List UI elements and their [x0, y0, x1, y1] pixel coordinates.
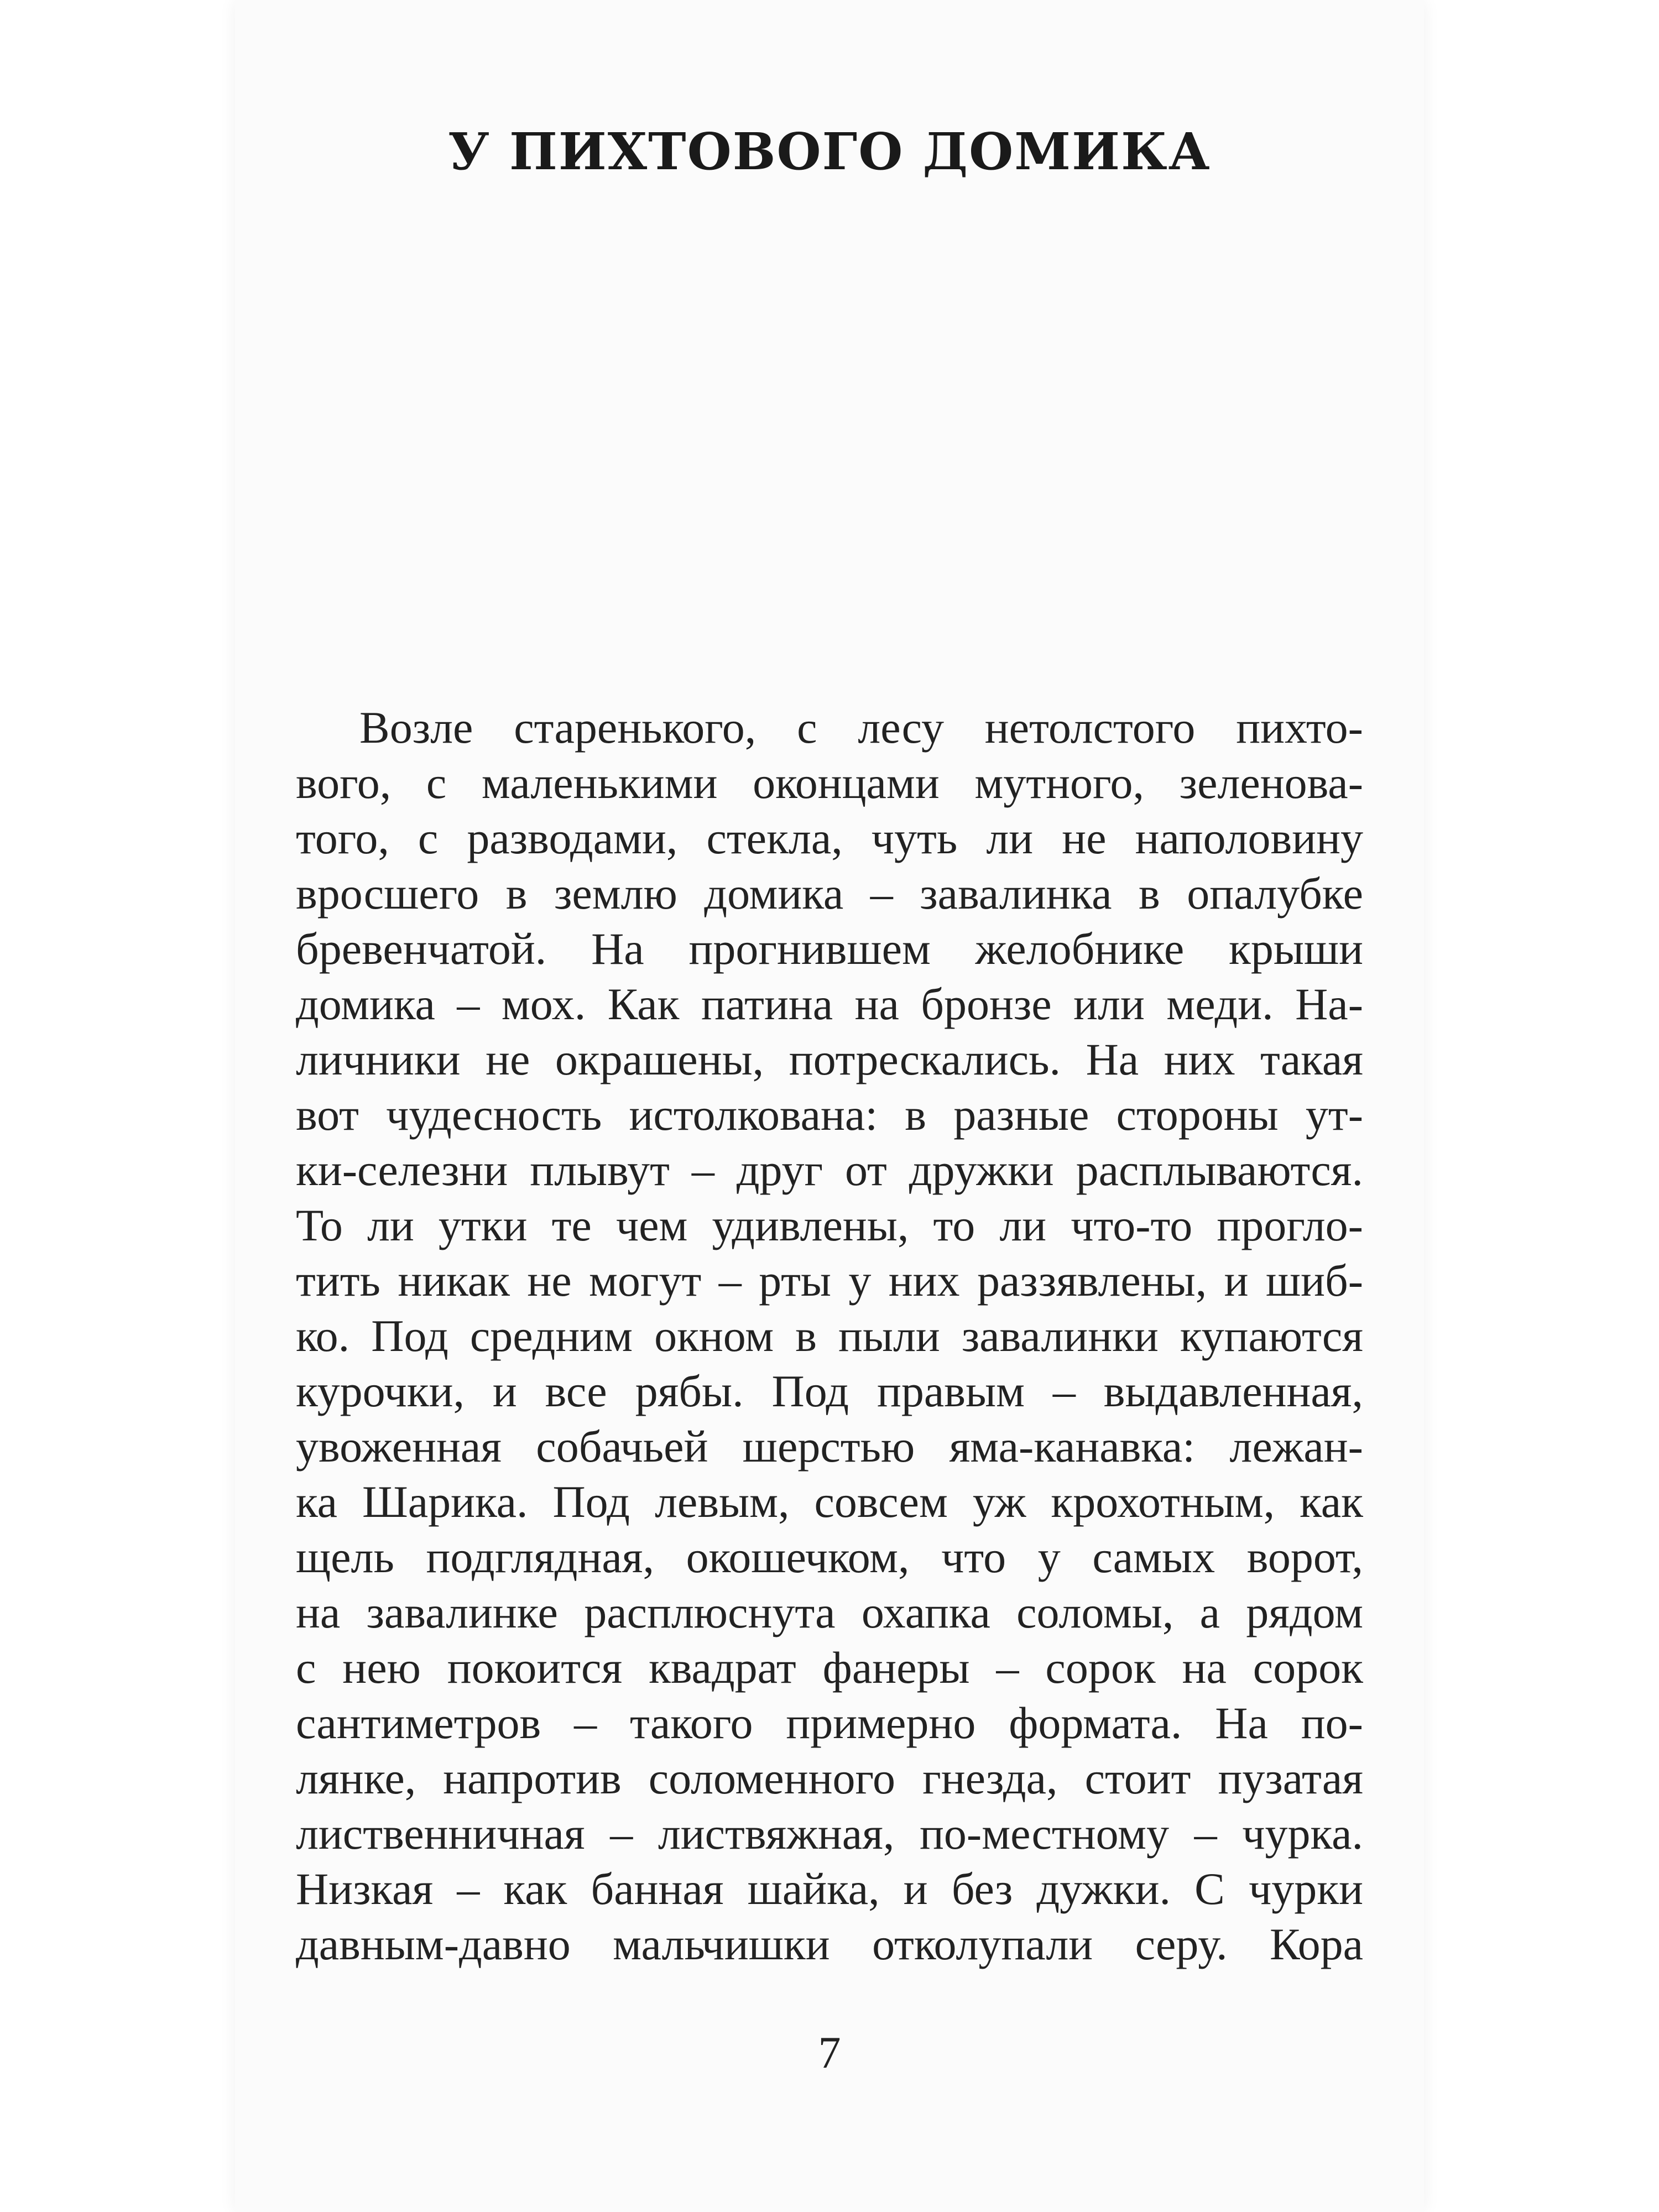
text-line: на завалинке расплюснута охапка соломы, а рядом [296, 1587, 1363, 1637]
text-line: Возле старенького, с лесу нетолстого пихто- [359, 702, 1363, 753]
text-line: вот чудесность истолкована: в разные стороны ут- [296, 1089, 1363, 1140]
text-line: Низкая – как банная шайка, и без дужки. С чурки [296, 1864, 1363, 1914]
text-line: То ли утки те чем удивлены, то ли что-то прогло- [296, 1200, 1363, 1250]
text-line: курочки, и все рябы. Под правым – выдавленная, [296, 1366, 1363, 1416]
text-line: щель подглядная, окошечком, что у самых ворот, [296, 1532, 1363, 1582]
page-number: 7 [818, 2027, 841, 2078]
text-line: ко. Под средним окном в пыли завалинки купаются [296, 1311, 1363, 1361]
text-line: бревенчатой. На прогнившем желобнике крыши [296, 924, 1363, 974]
text-line: личники не окрашены, потрескались. На них такая [296, 1034, 1363, 1084]
text-line: с нею покоится квадрат фанеры – сорок на сорок [296, 1642, 1363, 1693]
text-line: увоженная собачьей шерстью яма-канавка: лежан- [296, 1421, 1363, 1472]
text-line: сантиметров – такого примерно формата. На по- [296, 1698, 1363, 1748]
text-line: ки-селезни плывут – друг от дружки расплываются. [296, 1145, 1363, 1195]
text-line: того, с разводами, стекла, чуть ли не наполовину [296, 813, 1363, 863]
chapter-title: У ПИХТОВОГО ДОМИКА [448, 122, 1211, 181]
text-line: лянке, напротив соломенного гнезда, стоит пузатая [296, 1753, 1363, 1803]
book-page [235, 0, 1424, 2212]
text-line: вросшего в землю домика – завалинка в опалубке [296, 868, 1363, 919]
text-line: лиственничная – листвяжная, по-местному – чурка. [296, 1808, 1363, 1859]
text-line: домика – мох. Как патина на бронзе или меди. На- [296, 979, 1363, 1029]
text-line: тить никак не могут – рты у них раззявлены, и шиб- [296, 1255, 1363, 1306]
text-line: ка Шарика. Под левым, совсем уж крохотным, как [296, 1477, 1363, 1527]
text-line: вого, с маленькими оконцами мутного, зеленова- [296, 758, 1363, 808]
text-line: давным-давно мальчишки отколупали серу. Кора [296, 1919, 1363, 1969]
